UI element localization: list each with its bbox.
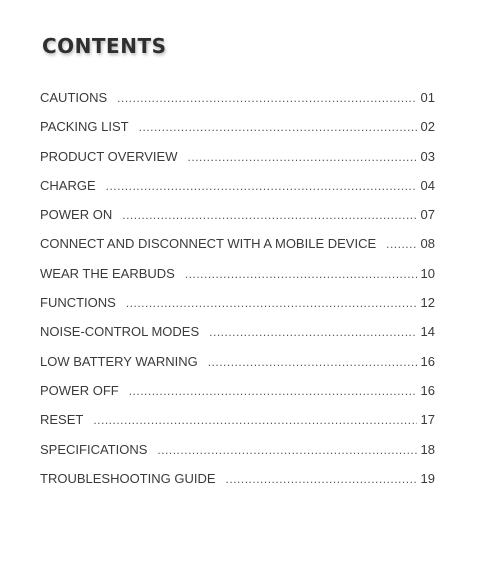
toc-entry-label: CAUTIONS xyxy=(40,90,108,105)
toc-page-number: 10 xyxy=(420,265,435,281)
toc-page-number: 12 xyxy=(420,295,435,311)
toc-entry-product-overview[interactable] xyxy=(40,149,435,178)
toc-dot-leader xyxy=(187,150,416,164)
toc-entry-reset[interactable] xyxy=(40,412,435,441)
toc-entry-label: POWER ON xyxy=(40,207,113,223)
toc-entry-label: TROUBLESHOOTING GUIDE xyxy=(40,470,216,486)
toc-entry-label: CONNECT AND DISCONNECT WITH A MOBILE DEVICE xyxy=(40,236,377,252)
toc-entry-label: RESET xyxy=(40,412,84,428)
toc-dot-leader xyxy=(122,208,416,222)
toc-entry-wear-earbuds[interactable] xyxy=(40,266,435,295)
toc-entry-power-off[interactable] xyxy=(40,383,435,412)
toc-page-number: 14 xyxy=(420,324,435,340)
toc-entry-label: FUNCTIONS xyxy=(40,295,116,311)
toc-entry-charge[interactable] xyxy=(40,178,435,207)
toc-entry-label: WEAR THE EARBUDS xyxy=(40,265,175,281)
toc-dot-leader xyxy=(208,355,417,369)
toc-dot-leader xyxy=(209,325,416,339)
toc-entry-label: PRODUCT OVERVIEW xyxy=(40,148,178,164)
toc-page-number: 18 xyxy=(420,441,435,457)
toc-entry-specifications[interactable] xyxy=(40,442,435,471)
toc-page-number: 08 xyxy=(420,236,435,252)
toc-dot-leader xyxy=(226,472,417,486)
toc-entry-troubleshooting[interactable] xyxy=(40,471,435,500)
toc-entry-power-on[interactable] xyxy=(40,207,435,236)
toc-entry-label: POWER OFF xyxy=(40,382,119,398)
toc-dot-leader xyxy=(106,179,417,193)
toc-page-number: 07 xyxy=(420,207,435,223)
toc-page-number: 17 xyxy=(420,412,435,428)
toc-entry-label: NOISE-CONTROL MODES xyxy=(40,324,200,340)
page-title: CONTENTS xyxy=(42,34,167,58)
toc-entry-label: LOW BATTERY WARNING xyxy=(40,353,198,369)
toc-entry-connect-disconnect[interactable] xyxy=(40,236,435,265)
toc-page-number: 01 xyxy=(420,90,435,105)
toc-entry-label: SPECIFICATIONS xyxy=(40,441,148,457)
toc-entry-cautions[interactable] xyxy=(40,90,435,119)
toc-dot-leader xyxy=(93,413,416,427)
toc-entry-label: PACKING LIST xyxy=(40,119,129,135)
toc-entry-label: CHARGE xyxy=(40,177,96,193)
toc-entry-noise-control[interactable] xyxy=(40,324,435,353)
toc-entry-functions[interactable] xyxy=(40,295,435,324)
toc-dot-leader xyxy=(129,384,417,398)
toc-dot-leader xyxy=(386,237,416,251)
toc-page-number: 16 xyxy=(420,353,435,369)
toc-page-number: 02 xyxy=(420,119,435,135)
toc-page-number: 19 xyxy=(420,470,435,486)
toc-dot-leader xyxy=(139,120,417,134)
toc-page-number: 16 xyxy=(420,382,435,398)
toc-dot-leader xyxy=(185,267,417,281)
toc-dot-leader xyxy=(126,296,417,310)
table-of-contents xyxy=(40,90,435,500)
toc-page-number: 04 xyxy=(420,177,435,193)
toc-page-number: 03 xyxy=(420,148,435,164)
toc-dot-leader xyxy=(157,443,416,457)
toc-entry-low-battery[interactable] xyxy=(40,354,435,383)
toc-dot-leader xyxy=(117,91,416,105)
toc-entry-packing-list[interactable] xyxy=(40,119,435,148)
